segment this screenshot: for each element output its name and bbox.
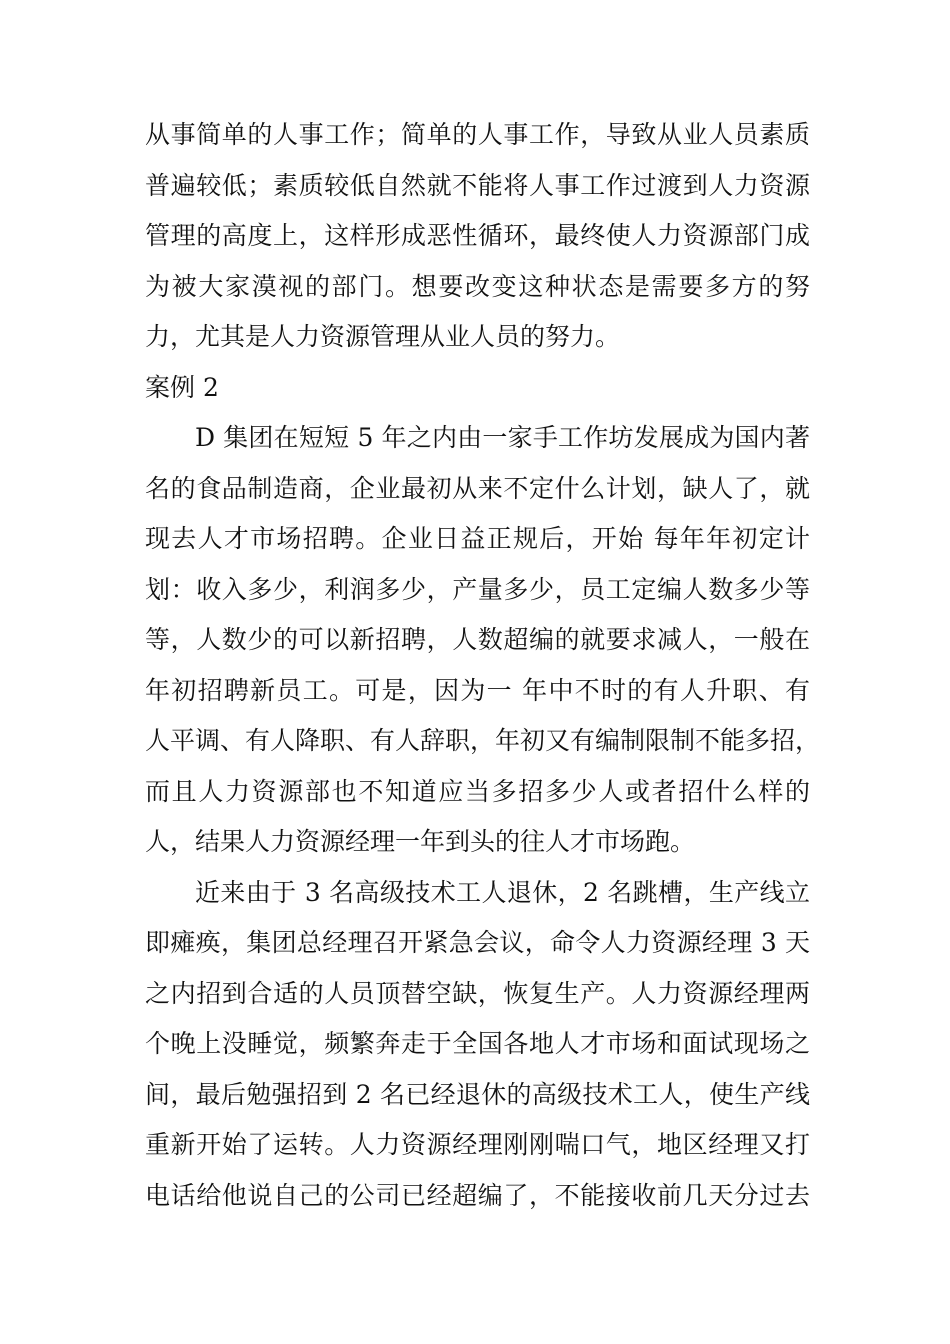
paragraph-line: 普遍较低；素质较低自然就不能将人事工作过渡到人力资源	[145, 170, 810, 200]
paragraph-line: 人，结果人力资源经理一年到头的往人才市场跑。	[145, 827, 696, 856]
paragraph-line: 而且人力资源部也不知道应当多招多少人或者招什么样的	[145, 776, 810, 806]
paragraph-line: 即瘫痪，集团总经理召开紧急会议，命令人力资源经理 3 天	[145, 928, 810, 957]
paragraph-line: 管理的高度上，这样形成恶性循环，最终使人力资源部门成	[145, 221, 810, 250]
paragraph-line: 力，尤其是人力资源管理从业人员的努力。	[145, 322, 621, 351]
document-body	[145, 110, 821, 1221]
paragraph-line: 现去人才市场招聘。企业日益正规后，开始 每年年初定计	[145, 524, 810, 553]
paragraph-line: 重新开始了运转。人力资源经理刚刚喘口气，地区经理又打	[145, 1130, 810, 1159]
paragraph-line: 从事简单的人事工作；简单的人事工作，导致从业人员素质	[145, 120, 810, 149]
paragraph-line: 近来由于 3 名高级技术工人退休，2 名跳槽，生产线立	[195, 877, 810, 907]
paragraph-line: 年初招聘新员工。可是，因为一 年中不时的有人升职、有	[145, 675, 810, 705]
paragraph-line: 名的食品制造商，企业最初从来不定什么计划，缺人了，就	[145, 473, 810, 503]
paragraph-line: 电话给他说自己的公司已经超编了，不能接收前几天分过去	[145, 1180, 810, 1210]
section-heading-case-2: 案例 2	[145, 372, 219, 402]
paragraph-line: 为被大家漠视的部门。想要改变这种状态是需要多方的努	[145, 271, 810, 301]
paragraph-line: 等，人数少的可以新招聘，人数超编的就要求减人，一般在	[145, 625, 810, 654]
paragraph-line: 个晚上没睡觉，频繁奔走于全国各地人才市场和面试现场之	[145, 1029, 810, 1058]
paragraph-line: 人平调、有人降职、有人辞职，年初又有编制限制不能多招，	[145, 726, 821, 755]
paragraph-line: D 集团在短短 5 年之内由一家手工作坊发展成为国内著	[195, 423, 810, 452]
paragraph-line: 划：收入多少，利润多少，产量多少，员工定编人数多少等	[145, 574, 810, 604]
paragraph-line: 之内招到合适的人员顶替空缺，恢复生产。人力资源经理两	[145, 978, 810, 1008]
paragraph-line: 间，最后勉强招到 2 名已经退休的高级技术工人，使生产线	[145, 1079, 810, 1109]
